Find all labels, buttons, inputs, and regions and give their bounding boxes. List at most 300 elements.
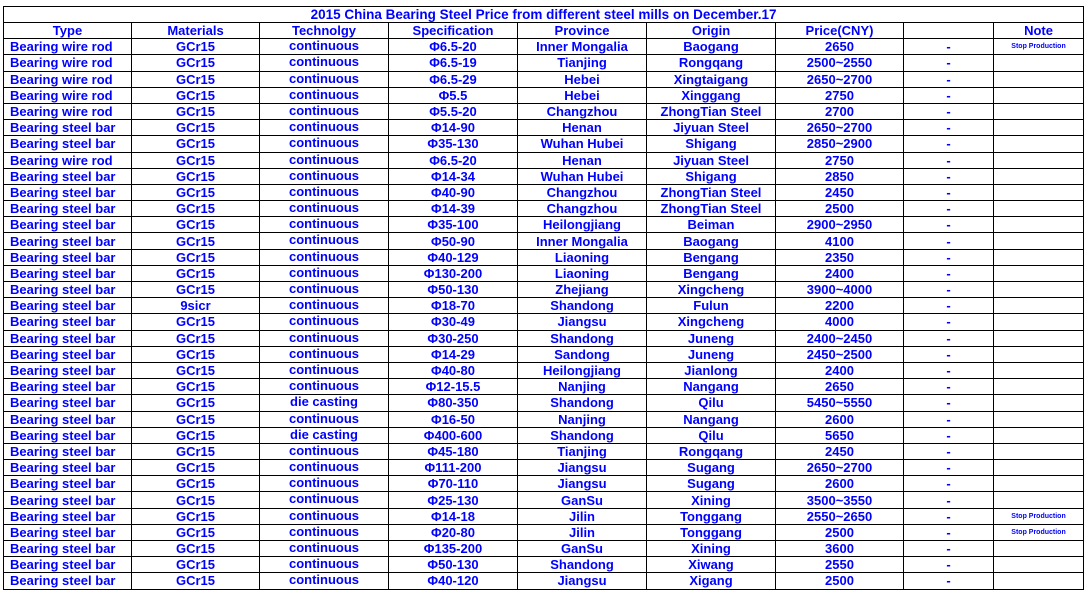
note-cell <box>994 71 1084 87</box>
province-cell: Shandong <box>518 427 647 443</box>
table-row <box>4 120 1084 136</box>
material-cell: GCr15 <box>132 395 260 411</box>
technology-cell: continuous <box>260 71 389 87</box>
origin-cell: Xinggang <box>647 87 776 103</box>
price-cell: 2400~2450 <box>776 330 904 346</box>
price-cell: 3900~4000 <box>776 282 904 298</box>
specification-cell: Φ14-29 <box>389 346 518 362</box>
type-cell: Bearing steel bar <box>4 379 132 395</box>
price-cell: 2500 <box>776 524 904 540</box>
technology-cell: continuous <box>260 282 389 298</box>
material-cell: GCr15 <box>132 346 260 362</box>
province-cell: Henan <box>518 152 647 168</box>
table-row <box>4 298 1084 314</box>
note-cell <box>994 120 1084 136</box>
province-cell: Changzhou <box>518 184 647 200</box>
province-cell: Shandong <box>518 557 647 573</box>
type-cell: Bearing steel bar <box>4 265 132 281</box>
technology-cell: continuous <box>260 557 389 573</box>
material-cell: GCr15 <box>132 55 260 71</box>
technology-cell: continuous <box>260 233 389 249</box>
technology-cell: continuous <box>260 541 389 557</box>
specification-cell: Φ14-39 <box>389 201 518 217</box>
note-cell <box>994 55 1084 71</box>
origin-cell: Rongqang <box>647 443 776 459</box>
specification-cell: Φ5.5 <box>389 87 518 103</box>
type-cell: Bearing steel bar <box>4 136 132 152</box>
origin-cell: Qilu <box>647 395 776 411</box>
origin-cell: Fulun <box>647 298 776 314</box>
type-cell: Bearing steel bar <box>4 314 132 330</box>
title-row <box>4 7 1084 23</box>
table-row <box>4 346 1084 362</box>
specification-cell: Φ50-130 <box>389 557 518 573</box>
specification-cell: Φ12-15.5 <box>389 379 518 395</box>
header-origin: Origin <box>647 23 776 39</box>
type-cell: Bearing steel bar <box>4 346 132 362</box>
province-cell: Heilongjiang <box>518 362 647 378</box>
material-cell: GCr15 <box>132 282 260 298</box>
price-cell: 2350 <box>776 249 904 265</box>
specification-cell: Φ45-180 <box>389 443 518 459</box>
dash-cell: - <box>904 201 994 217</box>
table-row <box>4 87 1084 103</box>
province-cell: GanSu <box>518 492 647 508</box>
price-cell: 2550 <box>776 557 904 573</box>
material-cell: GCr15 <box>132 168 260 184</box>
material-cell: GCr15 <box>132 103 260 119</box>
dash-cell: - <box>904 395 994 411</box>
technology-cell: continuous <box>260 573 389 589</box>
technology-cell: continuous <box>260 249 389 265</box>
province-cell: Zhejiang <box>518 282 647 298</box>
material-cell: GCr15 <box>132 492 260 508</box>
province-cell: Changzhou <box>518 103 647 119</box>
dash-cell: - <box>904 184 994 200</box>
origin-cell: Tonggang <box>647 524 776 540</box>
note-cell <box>994 265 1084 281</box>
note-cell: Stop Production <box>994 39 1084 55</box>
specification-cell: Φ30-49 <box>389 314 518 330</box>
technology-cell: continuous <box>260 265 389 281</box>
table-row <box>4 411 1084 427</box>
material-cell: GCr15 <box>132 557 260 573</box>
price-cell: 2600 <box>776 411 904 427</box>
type-cell: Bearing steel bar <box>4 476 132 492</box>
note-cell <box>994 362 1084 378</box>
type-cell: Bearing steel bar <box>4 233 132 249</box>
price-cell: 2450 <box>776 184 904 200</box>
price-cell: 2450 <box>776 443 904 459</box>
material-cell: GCr15 <box>132 379 260 395</box>
technology-cell: continuous <box>260 411 389 427</box>
origin-cell: ZhongTian Steel <box>647 103 776 119</box>
material-cell: GCr15 <box>132 120 260 136</box>
price-cell: 2650 <box>776 39 904 55</box>
note-cell <box>994 492 1084 508</box>
origin-cell: Jianlong <box>647 362 776 378</box>
header-type: Type <box>4 23 132 39</box>
dash-cell: - <box>904 168 994 184</box>
material-cell: GCr15 <box>132 233 260 249</box>
province-cell: Hebei <box>518 71 647 87</box>
origin-cell: Shigang <box>647 168 776 184</box>
note-cell <box>994 217 1084 233</box>
province-cell: Jiangsu <box>518 314 647 330</box>
technology-cell: continuous <box>260 184 389 200</box>
technology-cell: continuous <box>260 508 389 524</box>
specification-cell: Φ6.5-20 <box>389 152 518 168</box>
table-row <box>4 282 1084 298</box>
table-row <box>4 168 1084 184</box>
type-cell: Bearing steel bar <box>4 120 132 136</box>
dash-cell: - <box>904 265 994 281</box>
technology-cell: continuous <box>260 476 389 492</box>
province-cell: Inner Mongalia <box>518 39 647 55</box>
price-cell: 5450~5550 <box>776 395 904 411</box>
note-cell <box>994 411 1084 427</box>
table-row <box>4 136 1084 152</box>
province-cell: Jiangsu <box>518 460 647 476</box>
province-cell: Shandong <box>518 330 647 346</box>
type-cell: Bearing steel bar <box>4 573 132 589</box>
dash-cell: - <box>904 330 994 346</box>
material-cell: 9sicr <box>132 298 260 314</box>
specification-cell: Φ35-130 <box>389 136 518 152</box>
table-row <box>4 55 1084 71</box>
price-cell: 2600 <box>776 476 904 492</box>
table-row <box>4 427 1084 443</box>
table-row <box>4 362 1084 378</box>
table-row <box>4 330 1084 346</box>
province-cell: Jiangsu <box>518 573 647 589</box>
table-row <box>4 249 1084 265</box>
province-cell: Jiangsu <box>518 476 647 492</box>
technology-cell: continuous <box>260 103 389 119</box>
type-cell: Bearing wire rod <box>4 39 132 55</box>
price-cell: 2400 <box>776 362 904 378</box>
origin-cell: Beiman <box>647 217 776 233</box>
price-cell: 2400 <box>776 265 904 281</box>
price-cell: 3600 <box>776 541 904 557</box>
table-row <box>4 39 1084 55</box>
price-cell: 2500 <box>776 201 904 217</box>
note-cell <box>994 395 1084 411</box>
table-row <box>4 233 1084 249</box>
technology-cell: continuous <box>260 346 389 362</box>
origin-cell: Qilu <box>647 427 776 443</box>
province-cell: Sandong <box>518 346 647 362</box>
technology-cell: continuous <box>260 152 389 168</box>
type-cell: Bearing steel bar <box>4 443 132 459</box>
material-cell: GCr15 <box>132 314 260 330</box>
province-cell: Tianjing <box>518 55 647 71</box>
note-cell <box>994 314 1084 330</box>
note-cell <box>994 103 1084 119</box>
price-cell: 2450~2500 <box>776 346 904 362</box>
specification-cell: Φ25-130 <box>389 492 518 508</box>
type-cell: Bearing wire rod <box>4 87 132 103</box>
type-cell: Bearing steel bar <box>4 201 132 217</box>
dash-cell: - <box>904 346 994 362</box>
price-cell: 2650~2700 <box>776 120 904 136</box>
table-row <box>4 152 1084 168</box>
origin-cell: Baogang <box>647 233 776 249</box>
origin-cell: Nangang <box>647 411 776 427</box>
note-cell: Stop Production <box>994 524 1084 540</box>
origin-cell: Sugang <box>647 476 776 492</box>
province-cell: Changzhou <box>518 201 647 217</box>
dash-cell: - <box>904 87 994 103</box>
note-cell: Stop Production <box>994 508 1084 524</box>
table-body <box>4 39 1084 589</box>
price-cell: 3500~3550 <box>776 492 904 508</box>
technology-cell: continuous <box>260 314 389 330</box>
note-cell <box>994 427 1084 443</box>
technology-cell: continuous <box>260 39 389 55</box>
type-cell: Bearing steel bar <box>4 184 132 200</box>
origin-cell: Bengang <box>647 249 776 265</box>
specification-cell: Φ40-80 <box>389 362 518 378</box>
table-row <box>4 217 1084 233</box>
table-row <box>4 476 1084 492</box>
note-cell <box>994 201 1084 217</box>
technology-cell: die casting <box>260 395 389 411</box>
technology-cell: die casting <box>260 427 389 443</box>
origin-cell: Sugang <box>647 460 776 476</box>
note-cell <box>994 136 1084 152</box>
origin-cell: ZhongTian Steel <box>647 201 776 217</box>
province-cell: Shandong <box>518 298 647 314</box>
material-cell: GCr15 <box>132 265 260 281</box>
dash-cell: - <box>904 427 994 443</box>
dash-cell: - <box>904 541 994 557</box>
table-row <box>4 184 1084 200</box>
price-cell: 5650 <box>776 427 904 443</box>
material-cell: GCr15 <box>132 39 260 55</box>
specification-cell: Φ400-600 <box>389 427 518 443</box>
technology-cell: continuous <box>260 492 389 508</box>
header-price: Price(CNY) <box>776 23 904 39</box>
specification-cell: Φ30-250 <box>389 330 518 346</box>
origin-cell: Jiyuan Steel <box>647 152 776 168</box>
header-technology: Technolgy <box>260 23 389 39</box>
price-cell: 2850 <box>776 168 904 184</box>
origin-cell: Xining <box>647 492 776 508</box>
note-cell <box>994 460 1084 476</box>
type-cell: Bearing steel bar <box>4 492 132 508</box>
specification-cell: Φ6.5-19 <box>389 55 518 71</box>
material-cell: GCr15 <box>132 541 260 557</box>
type-cell: Bearing steel bar <box>4 460 132 476</box>
price-cell: 2650 <box>776 379 904 395</box>
specification-cell: Φ6.5-29 <box>389 71 518 87</box>
origin-cell: Juneng <box>647 330 776 346</box>
table-row <box>4 573 1084 589</box>
specification-cell: Φ50-90 <box>389 233 518 249</box>
table-row <box>4 379 1084 395</box>
material-cell: GCr15 <box>132 217 260 233</box>
technology-cell: continuous <box>260 362 389 378</box>
type-cell: Bearing steel bar <box>4 541 132 557</box>
province-cell: Henan <box>518 120 647 136</box>
table-row <box>4 265 1084 281</box>
technology-cell: continuous <box>260 201 389 217</box>
specification-cell: Φ18-70 <box>389 298 518 314</box>
note-cell <box>994 184 1084 200</box>
price-table <box>3 6 1084 590</box>
material-cell: GCr15 <box>132 71 260 87</box>
dash-cell: - <box>904 39 994 55</box>
table-row <box>4 524 1084 540</box>
province-cell: Heilongjiang <box>518 217 647 233</box>
material-cell: GCr15 <box>132 443 260 459</box>
dash-cell: - <box>904 379 994 395</box>
material-cell: GCr15 <box>132 87 260 103</box>
type-cell: Bearing steel bar <box>4 508 132 524</box>
table-row <box>4 103 1084 119</box>
specification-cell: Φ40-120 <box>389 573 518 589</box>
type-cell: Bearing steel bar <box>4 249 132 265</box>
province-cell: Nanjing <box>518 411 647 427</box>
material-cell: GCr15 <box>132 201 260 217</box>
origin-cell: Xingtaigang <box>647 71 776 87</box>
dash-cell: - <box>904 55 994 71</box>
note-cell <box>994 282 1084 298</box>
price-cell: 4100 <box>776 233 904 249</box>
material-cell: GCr15 <box>132 184 260 200</box>
type-cell: Bearing wire rod <box>4 71 132 87</box>
price-cell: 2500 <box>776 573 904 589</box>
type-cell: Bearing wire rod <box>4 55 132 71</box>
dash-cell: - <box>904 152 994 168</box>
material-cell: GCr15 <box>132 362 260 378</box>
type-cell: Bearing steel bar <box>4 282 132 298</box>
header-specification: Specification <box>389 23 518 39</box>
price-cell: 2550~2650 <box>776 508 904 524</box>
origin-cell: Jiyuan Steel <box>647 120 776 136</box>
table-row <box>4 508 1084 524</box>
origin-cell: Baogang <box>647 39 776 55</box>
dash-cell: - <box>904 573 994 589</box>
dash-cell: - <box>904 443 994 459</box>
note-cell <box>994 298 1084 314</box>
dash-cell: - <box>904 120 994 136</box>
type-cell: Bearing steel bar <box>4 411 132 427</box>
table-row <box>4 460 1084 476</box>
dash-cell: - <box>904 314 994 330</box>
origin-cell: Xiwang <box>647 557 776 573</box>
dash-cell: - <box>904 136 994 152</box>
specification-cell: Φ14-90 <box>389 120 518 136</box>
type-cell: Bearing steel bar <box>4 330 132 346</box>
material-cell: GCr15 <box>132 411 260 427</box>
specification-cell: Φ40-129 <box>389 249 518 265</box>
spreadsheet <box>3 6 1066 590</box>
note-cell <box>994 557 1084 573</box>
origin-cell: Xingcheng <box>647 314 776 330</box>
technology-cell: continuous <box>260 524 389 540</box>
technology-cell: continuous <box>260 55 389 71</box>
type-cell: Bearing steel bar <box>4 524 132 540</box>
material-cell: GCr15 <box>132 427 260 443</box>
origin-cell: Shigang <box>647 136 776 152</box>
price-cell: 2900~2950 <box>776 217 904 233</box>
dash-cell: - <box>904 508 994 524</box>
dash-cell: - <box>904 557 994 573</box>
type-cell: Bearing steel bar <box>4 298 132 314</box>
origin-cell: Xigang <box>647 573 776 589</box>
type-cell: Bearing steel bar <box>4 168 132 184</box>
specification-cell: Φ80-350 <box>389 395 518 411</box>
specification-cell: Φ16-50 <box>389 411 518 427</box>
dash-cell: - <box>904 460 994 476</box>
type-cell: Bearing steel bar <box>4 395 132 411</box>
table-row <box>4 314 1084 330</box>
material-cell: GCr15 <box>132 330 260 346</box>
note-cell <box>994 443 1084 459</box>
specification-cell: Φ20-80 <box>389 524 518 540</box>
price-cell: 2750 <box>776 152 904 168</box>
technology-cell: continuous <box>260 379 389 395</box>
dash-cell: - <box>904 217 994 233</box>
note-cell <box>994 541 1084 557</box>
technology-cell: continuous <box>260 217 389 233</box>
technology-cell: continuous <box>260 87 389 103</box>
note-cell <box>994 573 1084 589</box>
dash-cell: - <box>904 476 994 492</box>
province-cell: Tianjing <box>518 443 647 459</box>
note-cell <box>994 233 1084 249</box>
specification-cell: Φ111-200 <box>389 460 518 476</box>
type-cell: Bearing steel bar <box>4 557 132 573</box>
technology-cell: continuous <box>260 168 389 184</box>
province-cell: Wuhan Hubei <box>518 136 647 152</box>
dash-cell: - <box>904 362 994 378</box>
province-cell: Jilin <box>518 508 647 524</box>
type-cell: Bearing steel bar <box>4 427 132 443</box>
technology-cell: continuous <box>260 136 389 152</box>
province-cell: Liaoning <box>518 249 647 265</box>
price-cell: 2500~2550 <box>776 55 904 71</box>
type-cell: Bearing steel bar <box>4 362 132 378</box>
specification-cell: Φ50-130 <box>389 282 518 298</box>
specification-cell: Φ6.5-20 <box>389 39 518 55</box>
note-cell <box>994 168 1084 184</box>
note-cell <box>994 87 1084 103</box>
technology-cell: continuous <box>260 298 389 314</box>
table-row <box>4 201 1084 217</box>
type-cell: Bearing steel bar <box>4 217 132 233</box>
dash-cell: - <box>904 233 994 249</box>
origin-cell: Nangang <box>647 379 776 395</box>
province-cell: Shandong <box>518 395 647 411</box>
note-cell <box>994 379 1084 395</box>
specification-cell: Φ14-34 <box>389 168 518 184</box>
price-cell: 2700 <box>776 103 904 119</box>
dash-cell: - <box>904 71 994 87</box>
header-province: Province <box>518 23 647 39</box>
specification-cell: Φ135-200 <box>389 541 518 557</box>
origin-cell: Tonggang <box>647 508 776 524</box>
table-title: 2015 China Bearing Steel Price from different steel mills on December.17 <box>4 7 1084 23</box>
header-materials: Materials <box>132 23 260 39</box>
origin-cell: Rongqang <box>647 55 776 71</box>
province-cell: Nanjing <box>518 379 647 395</box>
specification-cell: Φ14-18 <box>389 508 518 524</box>
specification-cell: Φ5.5-20 <box>389 103 518 119</box>
note-cell <box>994 330 1084 346</box>
